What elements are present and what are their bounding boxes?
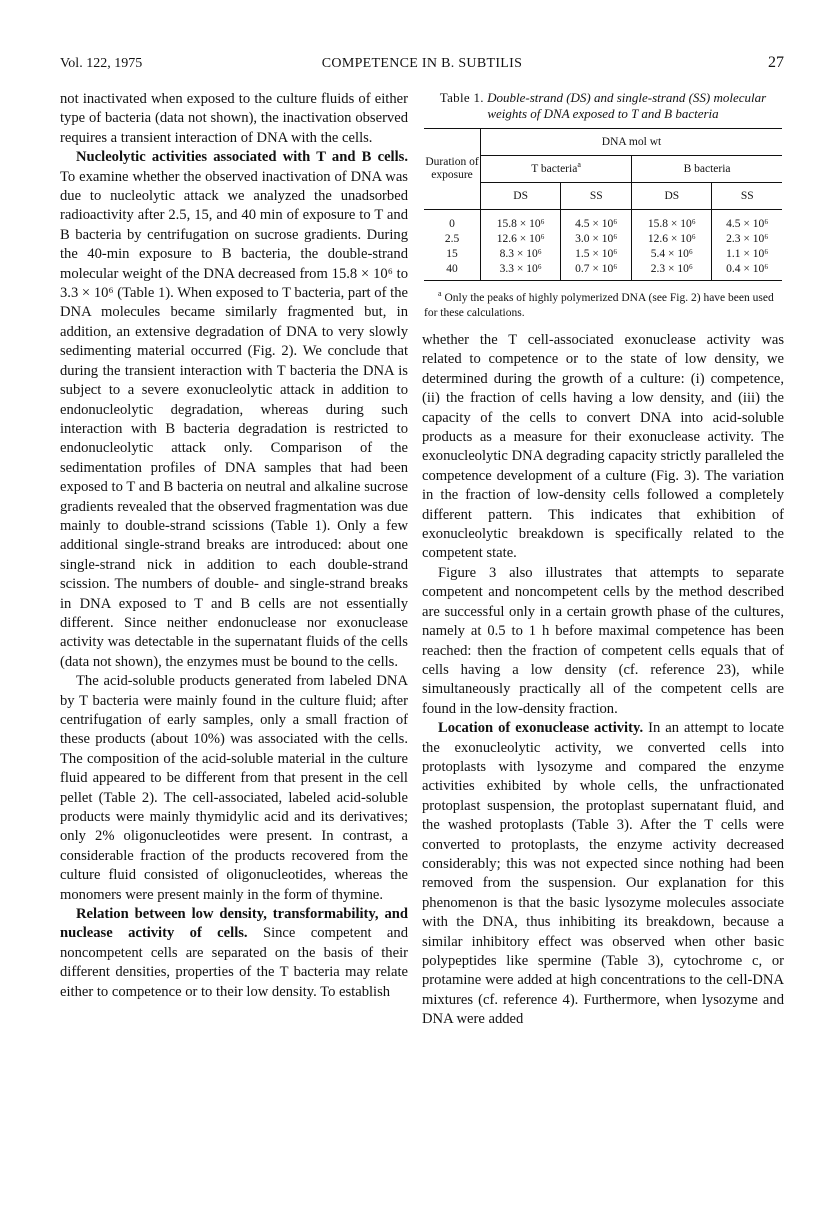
table-row: 40 3.3 × 10⁶ 0.7 × 10⁶ 2.3 × 10⁶ 0.4 × 10⁶: [424, 261, 782, 281]
table-caption: [422, 90, 784, 122]
table-row: 2.5 12.6 × 10⁶ 3.0 × 10⁶ 12.6 × 10⁶ 2.3 × 10⁶: [424, 231, 782, 246]
t-ss-header: SS: [561, 183, 632, 210]
table-1: [424, 128, 782, 281]
section-heading-location: Location of exonuclease activity.: [438, 720, 644, 737]
running-header: [60, 56, 784, 76]
table-row: 0 15.8 × 10⁶ 4.5 × 10⁶ 15.8 × 10⁶ 4.5 × 10⁶: [424, 210, 782, 232]
b-bacteria-header: B bacteria: [632, 156, 782, 183]
paragraph-text: Since competent and noncompetent cells are separated on the basis of their different densities, properties of the T bacteria may relate either to competence or to their low density. To establish: [60, 925, 408, 1000]
dna-mol-wt-header: DNA mol wt: [481, 129, 783, 156]
paragraph-location: [422, 719, 784, 1030]
table-title: Double-strand (DS) and single-strand (SS) molecular weights of DNA exposed to T and B bacteria: [487, 90, 767, 121]
t-ds-header: DS: [481, 183, 561, 210]
footnote-mark: a: [438, 289, 442, 299]
section-heading-low-density: Relation between low density, transformability, and nuclease activity of cells.: [60, 906, 408, 942]
t-bacteria-header: T bacteria$^a$: [481, 156, 632, 183]
paragraph-continuation: whether the T cell-associated exonuclease activity was related to competence or to the state of low density, we determined during the growth of a culture: (i) competence, (ii) the fraction of cells having a low density, and (iii) the capacity of the cells to convert DNA into acid-soluble products as a measure for their exonuclease activity. The exonucleolytic DNA degrading capacity strictly paralleled the competence development of a culture (Fig. 3). The variation in the fraction of low-density cells followed a completely different pattern. This indicates that exhibition of exonucleolytic breakdown is specifically related to the competent state.: [422, 332, 784, 562]
paragraph-text: In an attempt to locate the exonucleolytic activity, we converted cells into protoplasts with lysozyme and compared the enzyme activities exhibited by whole cells, the unfractionated protoplast suspension, the protoplast supernatant fluid, and the washed protoplasts (Table 3). After the T cells were converted to protoplasts, the enzyme activity decreased considerably; this was not expected since nothing had been removed from the suspension. Our explanation for this phenomenon is that the basic lysozyme molecules associate with the DNA, thus inhibiting its breakdown, because a similar inhibitory effect was observed when other basic polypeptides like spermine (Table 3), cytochrome c, or protamine were added at high concentrations to the cell-DNA mixtures (cf. reference 4). Furthermore, when lysozyme and DNA were added: [422, 720, 784, 1028]
table-row: 15 8.3 × 10⁶ 1.5 × 10⁶ 5.4 × 10⁶ 1.1 × 10⁶: [424, 246, 782, 261]
paragraph-nucleolytic: [60, 148, 408, 672]
b-ss-header: SS: [712, 183, 782, 210]
footnote-text: Only the peaks of highly polymerized DNA (see Fig. 2) have been used for these calculations.: [424, 292, 774, 319]
b-ds-header: DS: [632, 183, 712, 210]
paragraph-figure-3: Figure 3 also illustrates that attempts to separate competent and noncompetent cells by the method described are successful only in a certain growth phase of the cultures, namely at 0.5 to 1 h before maximal competence has been reached: then the fraction of competent cells equals that of cells having a low density (cf. reference 23), while simultaneously practically all of the competent cells are found in the low-density fraction.: [422, 564, 784, 717]
left-column: [60, 90, 408, 1002]
paragraph-text: To examine whether the observed inactivation of DNA was due to nucleolytic attack we analyzed the unadsorbed radioactivity after 2.5, 15, and 40 min of exposure to T and B bacteria by centrifugation on sucrose gradients. During the 40-min exposure to B bacteria, the double-strand molecular weight of the DNA decreased from 15.8 × 10⁶ to 3.3 × 10⁶ (Table 1). When exposed to T bacteria, part of the DNA molecules became similarly fragmented but, in addition, an extensive degradation of DNA to very slowly sedimenting material occurred (Fig. 2). We conclude that during the transient interaction with T bacteria the DNA is subject to a severe exonucleolytic attack in addition to endonucleolytic degradation, whereas during such interaction with B bacteria degradation is restricted to endonucleolytic attack only. Comparison of the sedimentation profiles of DNA samples that had been exposed to T and B bacteria on neutral and alkaline sucrose gradients revealed that the observed fragmentation was due mainly to double-strand scissions (Table 1). Only a few additional single-strand breaks are introduced: about one single-strand nick in addition to each double-strand scission. The numbers of double- and single-strand breaks in DNA exposed to T and B cells are not essentially different. Since neither endonuclease nor exonuclease activity was detectable in the supernatant fluids of the cells (data not shown), the enzymes must be bound to the cells.: [60, 168, 408, 670]
paragraph-continuation: not inactivated when exposed to the culture fluids of either type of bacteria (data not shown), the inactivation observed requires a transient interaction of DNA with the cells.: [60, 91, 408, 146]
volume-info: Vol. 122, 1975: [60, 56, 143, 71]
table-footnote: [424, 291, 784, 321]
duration-header: Duration of exposure: [424, 129, 481, 210]
table-label: Table 1.: [439, 90, 484, 105]
section-heading-nucleolytic: Nucleolytic activities associated with T and B cells.: [76, 149, 408, 166]
paragraph-acid-soluble: The acid-soluble products generated from labeled DNA by T bacteria were mainly found in the culture fluid; after centrifugation of early samples, only a small fraction of these products (about 10%) was associated with the cells. The composition of the acid-soluble material in the culture fluid appeared to be different from that present in the cell pellet (Table 2). The cell-associated, labeled acid-soluble products were mainly thymidylic acid and its derivatives; only 2% oligonucleotides were present. In contrast, a considerable fraction of the products recovered from the culture fluid consisted of oligonucleotides, whereas the monomers were present mainly in the form of thymine.: [60, 673, 408, 903]
paragraph-low-density: [60, 905, 408, 1002]
running-title: COMPETENCE IN B. SUBTILIS: [321, 56, 523, 71]
page-number: 27: [768, 54, 784, 71]
right-column: [422, 90, 784, 1030]
